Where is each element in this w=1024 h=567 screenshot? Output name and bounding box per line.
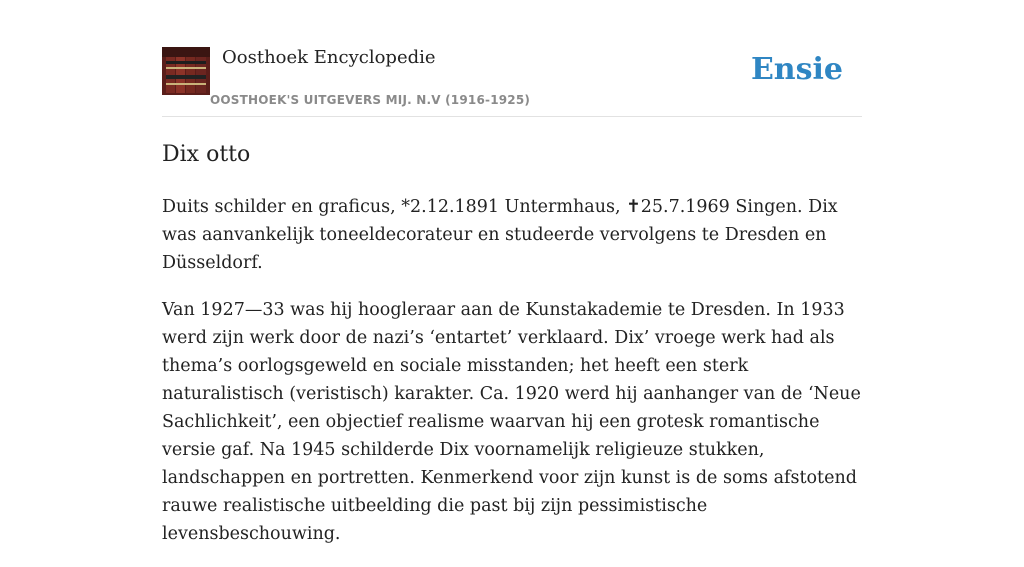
- source-title[interactable]: Oosthoek Encyclopedie: [222, 47, 436, 68]
- avatar[interactable]: [162, 47, 210, 95]
- brand-logo-link[interactable]: Ensie: [750, 52, 843, 87]
- article-body: [162, 193, 862, 567]
- book-spines-icon: [162, 47, 210, 95]
- paragraph: Van 1927—33 was hij hoogleraar aan de Kunstakademie te Dresden. In 1933 werd zijn werk door de nazi’s ‘entartet’ verklaard. Dix’ vroege werk had als thema’s oorlogsgeweld en sociale misstanden; het heeft een sterk naturalistisch (veristisch) karakter. Ca. 1920 werd hij aanhanger van de ‘Neue Sachlichkeit’, een objectief realisme waarvan hij een grotesk romantische versie gaf. Na 1945 schilderde Dix voornamelijk religieuze stukken, landschappen en portretten. Kenmerkend voor zijn kunst is de soms afstotend rauwe realistische uitbeelding die past bij zijn pessimistische levensbeschouwing.: [162, 300, 861, 544]
- source-subtitle: OOSTHOEK'S UITGEVERS MIJ. N.V (1916-1925): [210, 93, 531, 107]
- paragraph: Duits schilder en graficus, *2.12.1891 Untermhaus, ✝25.7.1969 Singen. Dix was aanvankelijk toneeldecorateur en studeerde vervolgens te Dresden en Düsseldorf.: [162, 197, 838, 273]
- source-header: [162, 46, 862, 117]
- page-title: Dix otto: [162, 142, 251, 167]
